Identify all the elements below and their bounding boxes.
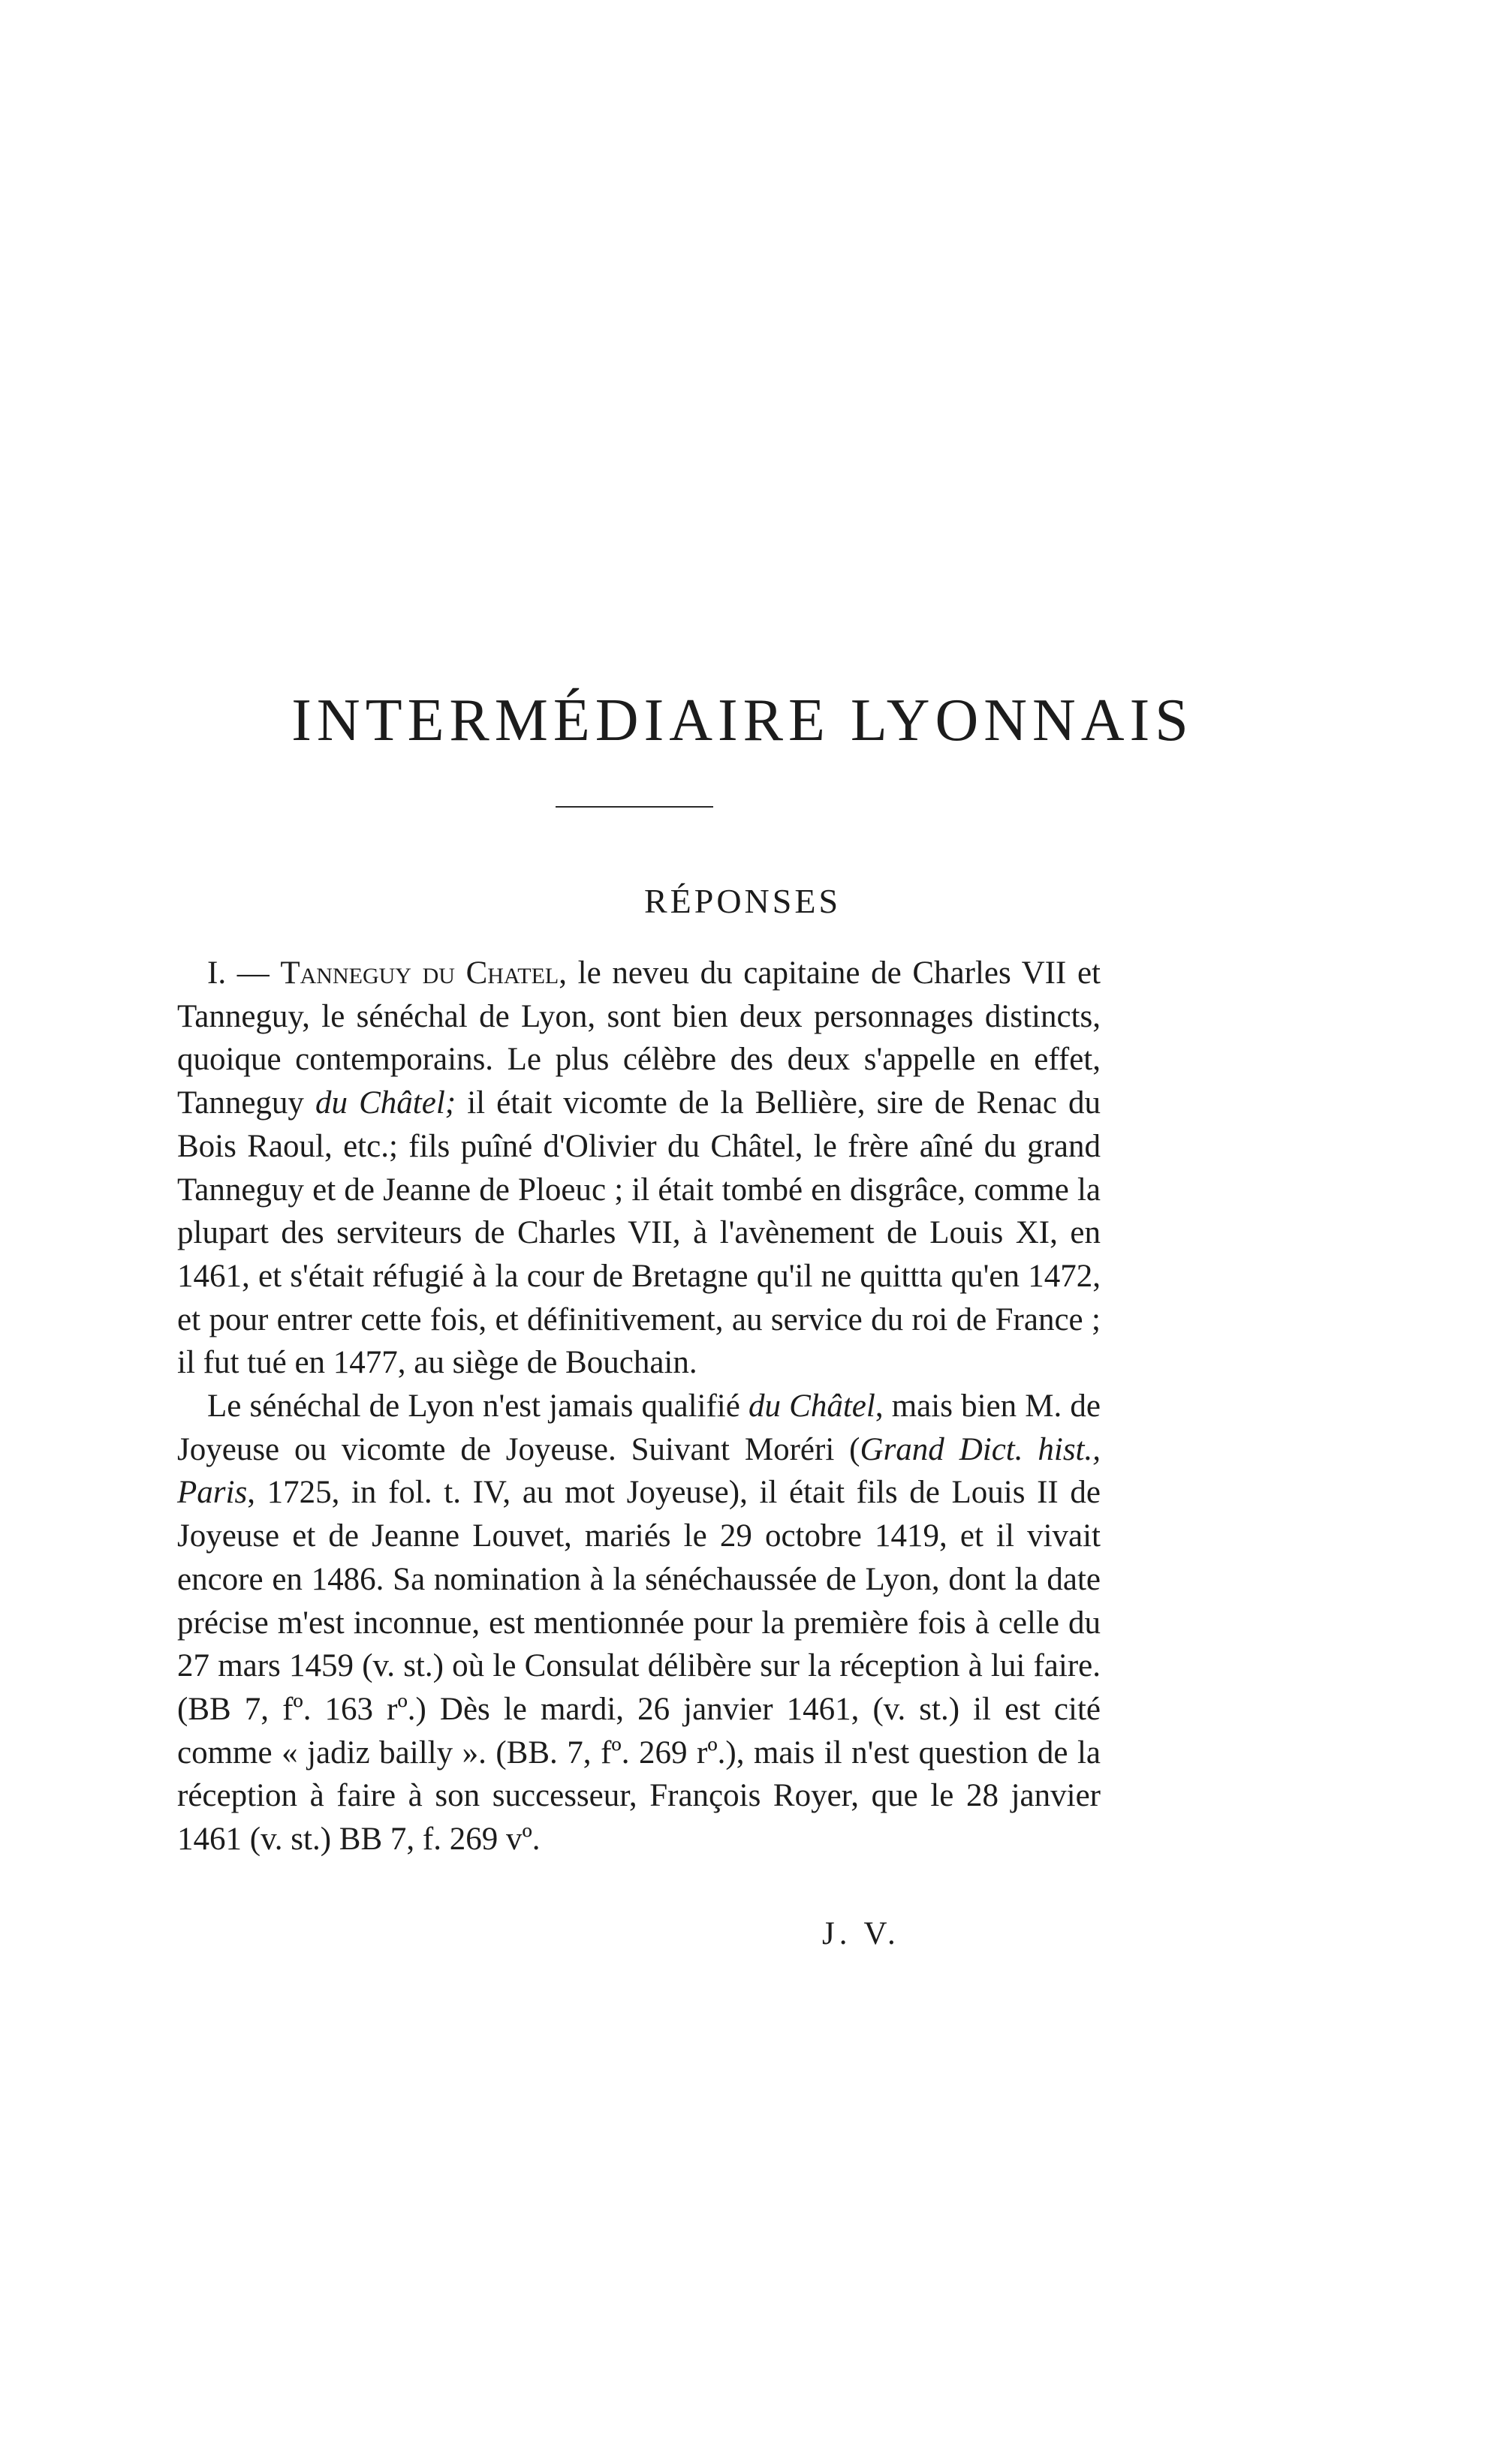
journal-title: INTERMÉDIAIRE LYONNAIS xyxy=(291,687,1194,754)
paragraph-2-italic-1: du Châtel xyxy=(749,1388,875,1425)
article-body xyxy=(177,952,1101,1861)
paragraph-2-text-b: , mais bien M. de Joyeuse ou vicomte de Joyeuse. Suivant Moréri ( xyxy=(177,1388,1101,1467)
entry-number: I. — xyxy=(207,955,281,991)
paragraph-2-text-c: , 1725, in fol. t. IV, au mot Joyeuse), il était fils de Louis II de Joyeuse et de Jeanne Louvet, mariés le 29 octobre 1419, et il vivait encore en 1486. Sa nomination à la sénéchaussée de Lyon, dont la date précise m'est inconnue, est mentionnée pour la première fois à celle du 27 mars 1459 (v. st.) où le Consulat délibère sur la réception à lui faire. (BB 7, fº. 163 rº.) Dès le mardi, 26 janvier 1461, (v. st.) il est cité comme « jadiz bailly ». (BB. 7, fº. 269 rº.), mais il n'est question de la réception à faire à son successeur, François Royer, que le 28 janvier 1461 (v. st.) BB 7, f. 269 vº. xyxy=(177,1475,1101,1858)
title-divider xyxy=(556,806,713,808)
paragraph-2-text-a: Le sénéchal de Lyon n'est jamais qualifié xyxy=(207,1388,749,1425)
section-heading: RÉPONSES xyxy=(643,882,842,920)
paragraph-1-italic: du Châtel; xyxy=(315,1085,456,1121)
paragraph-2-italic-2: Grand Dict. hist., Paris xyxy=(177,1431,1101,1511)
entry-subject: Tanneguy du Chatel, xyxy=(280,955,567,991)
paragraph-1 xyxy=(177,952,1101,1385)
paragraph-1-text-a: le neveu du capitaine de Charles VII et Tanneguy, le sénéchal de Lyon, sont bien deux personnages distincts, quoique contemporains. Le plus célèbre des deux s'appelle en effet, Tanneguy xyxy=(177,955,1101,1121)
signature: J. V. xyxy=(822,1916,900,1951)
paragraph-1-text-b: il était vicomte de la Bellière, sire de Renac du Bois Raoul, etc.; fils puîné d'Olivier du Châtel, le frère aîné du grand Tanneguy et de Jeanne de Ploeuc ; il était tombé en disgrâce, comme la plupart des serviteurs de Charles VII, à l'avènement de Louis XI, en 1461, et s'était réfugié à la cour de Bretagne qu'il ne quittta qu'en 1472, et pour entrer cette fois, et définitivement, au service du roi de France ; il fut tué en 1477, au siège de Bouchain. xyxy=(177,1085,1101,1381)
paragraph-2 xyxy=(177,1385,1101,1861)
